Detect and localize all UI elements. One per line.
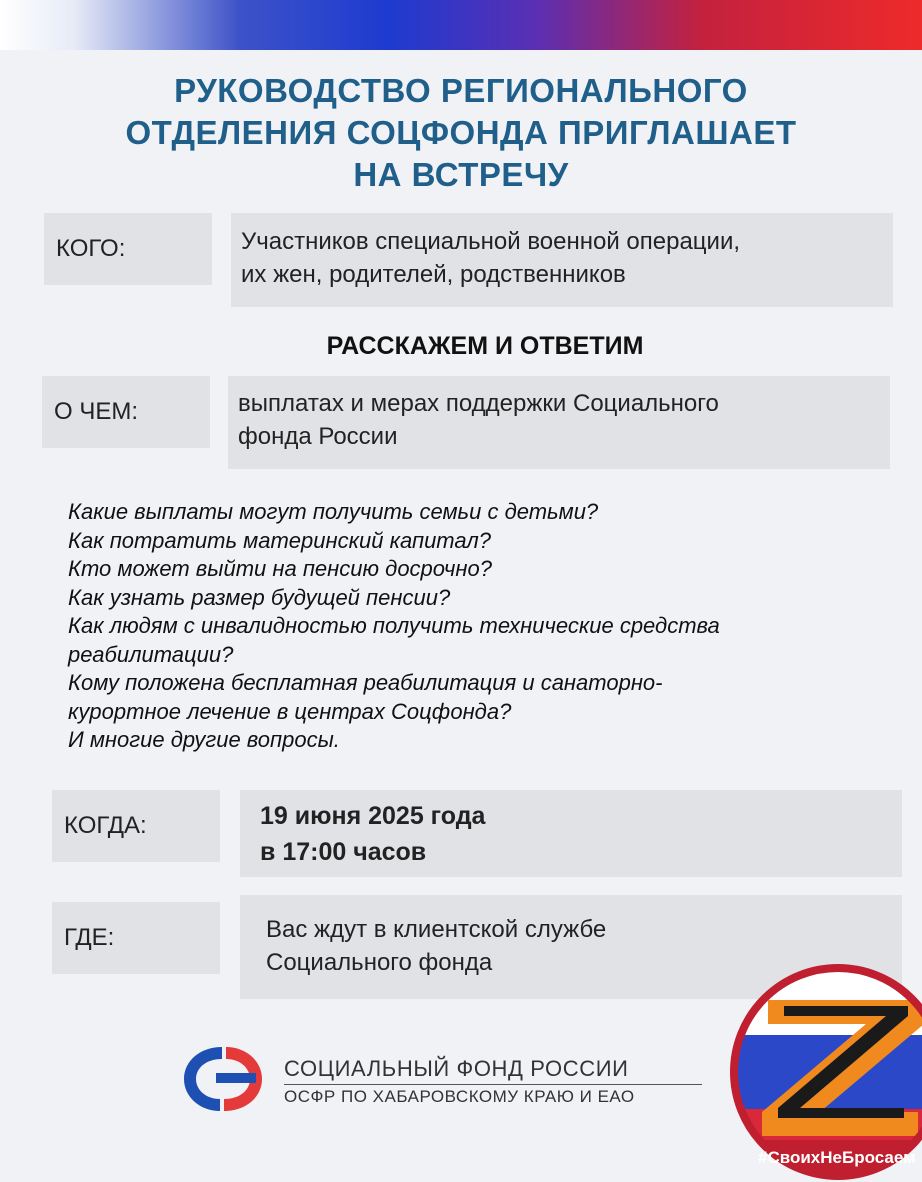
- question-item: Как узнать размер будущей пенсии?: [68, 584, 451, 610]
- about-line: фонда России: [238, 423, 398, 450]
- question-item: И многие другие вопросы.: [68, 727, 340, 752]
- tricolor-header-band: [0, 0, 922, 50]
- question-item: Кто может выйти на пенсию досрочно?: [68, 556, 493, 581]
- questions-list: [68, 498, 888, 755]
- question-item: Какие выплаты могут получить семьи с детьми?: [68, 499, 599, 524]
- page-title: [60, 70, 862, 196]
- where-label-text: ГДЕ:: [64, 924, 115, 951]
- sfr-logo-icon: [178, 1043, 268, 1115]
- when-time: в 17:00 часов: [260, 838, 427, 866]
- who-label-text: КОГО:: [56, 235, 126, 262]
- title-line: НА ВСТРЕЧУ: [353, 156, 569, 193]
- question-item: Как людям с инвалидностью получить технические средства: [68, 613, 720, 638]
- section-heading: РАССКАЖЕМ И ОТВЕТИМ: [326, 332, 644, 360]
- org-name: СОЦИАЛЬНЫЙ ФОНД РОССИИ: [284, 1056, 629, 1081]
- hashtag-text: #СвоихНеБросаем: [758, 1148, 916, 1167]
- when-date: 19 июня 2025 года: [260, 802, 486, 830]
- who-line: Участников специальной военной операции,: [241, 228, 741, 255]
- question-item: Как потратить материнский капитал?: [68, 527, 492, 553]
- about-label: [42, 376, 210, 448]
- about-label-text: О ЧЕМ:: [54, 398, 138, 425]
- org-divider: [284, 1084, 702, 1085]
- where-line: Социального фонда: [266, 949, 493, 976]
- where-line: Вас ждут в клиентской службе: [266, 916, 607, 943]
- when-value: [240, 790, 902, 877]
- title-line: РУКОВОДСТВО РЕГИОНАЛЬНОГО: [174, 72, 748, 109]
- question-item: Кому положена бесплатная реабилитация и санаторно-: [68, 670, 663, 695]
- about-line: выплатах и мерах поддержки Социального: [238, 390, 719, 417]
- where-label: [52, 902, 220, 974]
- question-item: курортное лечение в центрах Соцфонда?: [68, 698, 512, 724]
- who-value: [231, 213, 893, 307]
- who-label: [44, 213, 212, 285]
- question-item: реабилитации?: [68, 641, 234, 667]
- when-label: [52, 790, 220, 862]
- z-ribbon-badge-icon: [728, 962, 922, 1182]
- title-line: ОТДЕЛЕНИЯ СОЦФОНДА ПРИГЛАШАЕТ: [125, 114, 797, 151]
- org-subtitle: ОСФР ПО ХАБАРОВСКОМУ КРАЮ И ЕАО: [284, 1087, 635, 1106]
- who-line: их жен, родителей, родственников: [241, 261, 626, 288]
- when-label-text: КОГДА:: [64, 812, 147, 839]
- about-value: [228, 376, 890, 469]
